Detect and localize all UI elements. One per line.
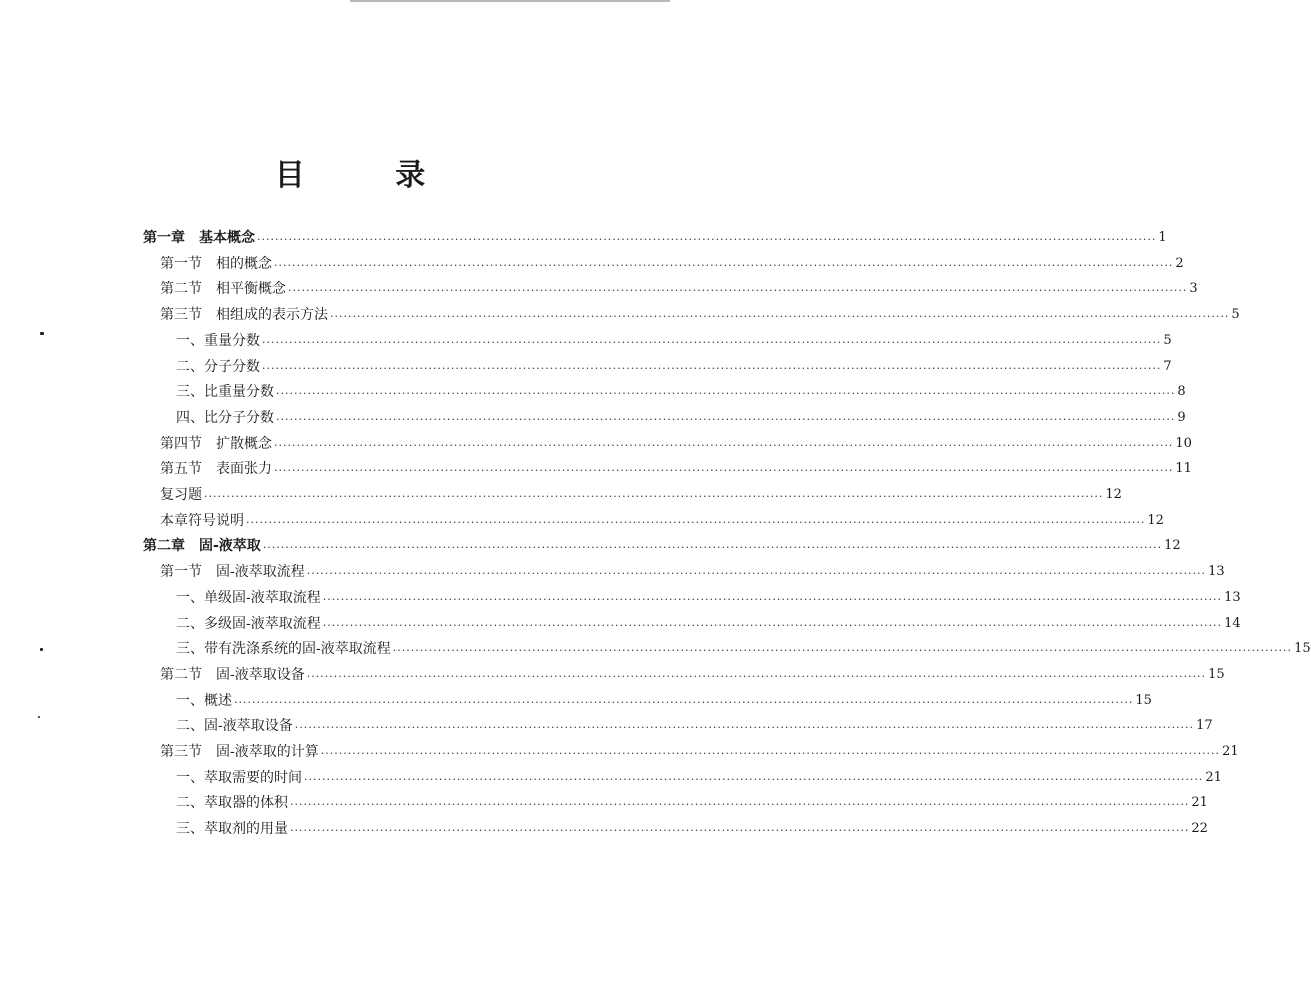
toc-entry-label: 第二节 固-液萃取设备: [160, 666, 305, 683]
dot-leader: ········································································································································································································: [234, 695, 1134, 709]
dot-leader: ········································································································································································································: [306, 669, 1207, 683]
toc-entry-item: [176, 815, 1208, 839]
toc-entry-page: 10: [1175, 435, 1192, 451]
toc-entry-section: [160, 661, 1225, 685]
toc-entry-page: 13: [1208, 564, 1225, 580]
toc-entry-section: [160, 455, 1192, 479]
toc-entry-section: [160, 507, 1164, 531]
dot-leader: ········································································································································································································: [290, 798, 1190, 812]
toc-entry-item: [176, 378, 1186, 402]
toc-entry-item: [176, 764, 1222, 788]
dot-leader: ········································································································································································································: [204, 490, 1104, 503]
toc-entry-page: 2: [1175, 255, 1184, 271]
dot-leader: ········································································································································································································: [262, 361, 1162, 375]
toc-entry-page: 21: [1205, 769, 1222, 785]
toc-entry-label: 第二节 相平衡概念: [160, 281, 286, 298]
toc-entry-label: 第三节 固-液萃取的计算: [160, 744, 319, 760]
dot-leader: ········································································································································································································: [274, 258, 1174, 272]
toc-entry-item: [176, 712, 1213, 736]
scan-speck: [40, 332, 44, 335]
toc-entry-label: 一、单级固-液萃取流程: [176, 589, 321, 606]
dot-leader: ········································································································································································································: [330, 310, 1230, 324]
toc-entry-page: 12: [1164, 538, 1181, 554]
toc-entry-item: [176, 584, 1241, 608]
toc-entry-page: 22: [1191, 821, 1208, 837]
toc-entry-page: 14: [1224, 615, 1241, 631]
dot-leader: ········································································································································································································: [262, 541, 1163, 555]
toc-entry-label: 第四节 扩散概念: [160, 435, 272, 452]
toc-entry-page: 9: [1177, 409, 1186, 425]
dot-leader: ········································································································································································································: [274, 464, 1174, 478]
toc-entry-item: [176, 635, 1311, 659]
toc-entry-page: 3: [1189, 281, 1198, 297]
dot-leader: ········································································································································································································: [290, 824, 1190, 838]
toc-entry-label: 一、重量分数: [176, 332, 260, 349]
dot-leader: ········································································································································································································: [262, 335, 1162, 349]
toc-entry-page: 7: [1163, 358, 1172, 374]
toc-entry-page: 1: [1158, 230, 1167, 245]
scan-speck: [38, 716, 40, 718]
toc-entry-page: 11: [1175, 461, 1192, 477]
toc-entry-section: [160, 301, 1240, 325]
toc-entry-item: [176, 789, 1208, 813]
toc-entry-label: 一、萃取需要的时间: [176, 769, 302, 786]
toc-entry-page: 8: [1177, 384, 1186, 400]
toc-entry-label: 第二章 固-液萃取: [143, 538, 261, 555]
toc-entry-chapter: [143, 532, 1181, 556]
dot-leader: ········································································································································································································: [392, 644, 1293, 658]
dot-leader: ········································································································································································································: [246, 515, 1146, 529]
toc-entry-label: 一、概述: [176, 692, 232, 709]
dot-leader: ········································································································································································································: [320, 747, 1221, 760]
toc-entry-section: [160, 738, 1239, 762]
toc-entry-page: 5: [1231, 307, 1240, 323]
dot-leader: ········································································································································································································: [294, 721, 1195, 735]
scan-speck: [40, 648, 43, 651]
toc-entry-item: [176, 610, 1241, 634]
toc-entry-section: [160, 250, 1184, 274]
toc-entry-label: 四、比分子分数: [176, 409, 274, 426]
toc-entry-page: 15: [1135, 692, 1152, 708]
toc-entry-label: 第一章 基本概念: [143, 230, 255, 246]
dot-leader: ········································································································································································································: [288, 284, 1188, 298]
toc-entry-label: 第三节 相组成的表示方法: [160, 307, 328, 324]
toc-entry-section: [160, 558, 1225, 582]
dot-leader: ········································································································································································································: [322, 618, 1223, 632]
toc-entry-page: 13: [1224, 589, 1241, 605]
toc-entry-chapter: [143, 224, 1167, 248]
dot-leader: ········································································································································································································: [276, 387, 1176, 401]
toc-entry-page: 12: [1105, 487, 1122, 502]
page-title: 目 录: [274, 158, 466, 193]
scan-top-edge: [350, 0, 670, 2]
toc-entry-label: 第五节 表面张力: [160, 461, 272, 478]
dot-leader: ········································································································································································································: [322, 592, 1223, 606]
dot-leader: ········································································································································································································: [276, 412, 1176, 426]
toc-entry-label: 第一节 相的概念: [160, 255, 272, 272]
toc-entry-item: [176, 404, 1186, 428]
dot-leader: ········································································································································································································: [274, 438, 1174, 452]
toc-entry-item: [176, 353, 1172, 377]
toc-entry-label: 二、固-液萃取设备: [176, 718, 293, 735]
toc-entry-label: 二、多级固-液萃取流程: [176, 615, 321, 632]
toc-entry-label: 三、萃取剂的用量: [176, 821, 288, 838]
toc-entry-label: 三、带有洗涤系统的固-液萃取流程: [176, 641, 391, 658]
dot-leader: ········································································································································································································: [304, 772, 1204, 786]
toc-entry-section: [160, 275, 1198, 299]
toc-entry-item: [176, 327, 1172, 351]
dot-leader: ········································································································································································································: [306, 567, 1207, 581]
toc-entry-label: 二、分子分数: [176, 358, 260, 375]
toc-entry-page: 15: [1208, 666, 1225, 682]
toc-entry-label: 复习题: [160, 487, 202, 503]
toc-entry-page: 5: [1163, 332, 1172, 348]
toc-entry-page: 21: [1222, 744, 1239, 759]
toc-entry-page: 15: [1294, 641, 1311, 657]
toc-entry-label: 二、萃取器的体积: [176, 795, 288, 812]
toc-entry-label: 本章符号说明: [160, 512, 244, 529]
dot-leader: ········································································································································································································: [257, 233, 1157, 246]
toc-entry-label: 第一节 固-液萃取流程: [160, 564, 305, 581]
toc-entry-section: [160, 481, 1122, 505]
toc-entry-page: 17: [1196, 718, 1213, 734]
toc-entry-section: [160, 430, 1192, 454]
toc-entry-page: 12: [1147, 512, 1164, 528]
toc-entry-item: [176, 687, 1152, 711]
toc-entry-page: 21: [1191, 795, 1208, 811]
toc-entry-label: 三、比重量分数: [176, 384, 274, 401]
